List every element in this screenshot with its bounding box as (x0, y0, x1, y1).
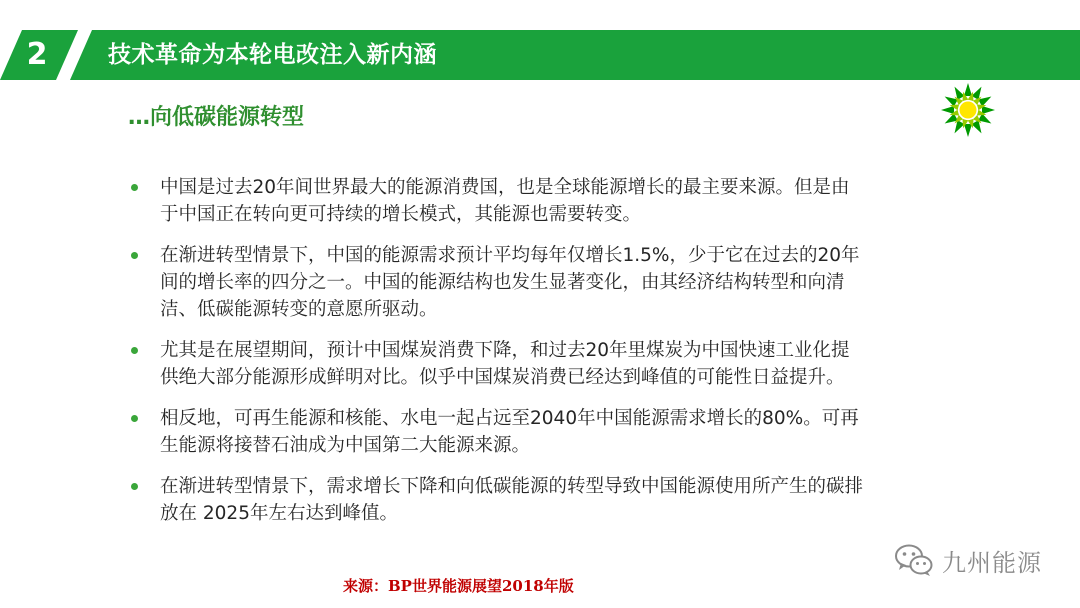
bullet-dot-icon (131, 252, 138, 259)
section-number: 2 (26, 37, 48, 72)
bp-helios-logo-icon (940, 82, 996, 138)
bullet-dot-icon (131, 347, 138, 354)
watermark-text: 九州能源 (942, 548, 1042, 577)
bullet-item (128, 337, 988, 391)
bullet-line: 生能源将接替石油成为中国第二大能源来源。 (160, 435, 531, 456)
bullet-line: 供绝大部分能源形成鲜明对比。似乎中国煤炭消费已经达到峰值的可能性日益提升。 (160, 367, 845, 388)
bullet-line: 在渐进转型情景下，中国的能源需求预计平均每年仅增长1.5%，少于它在过去的20年 (160, 245, 860, 266)
bullet-item (128, 174, 988, 228)
watermark (894, 540, 1042, 580)
source-note: 来源：BP世界能源展望2018年版 (343, 577, 574, 595)
bullet-item (128, 242, 988, 323)
bullet-line: 洁、低碳能源转变的意愿所驱动。 (160, 299, 438, 320)
bullet-dot-icon (131, 184, 138, 191)
bullet-list (128, 174, 988, 541)
bullet-line: 中国是过去20年间世界最大的能源消费国，也是全球能源增长的最主要来源。但是由 (160, 177, 850, 198)
wechat-icon (894, 543, 934, 577)
bullet-line: 间的增长率的四分之一。中国的能源结构也发生显著变化，由其经济结构转型和向清 (160, 272, 845, 293)
bullet-line: 尤其是在展望期间，预计中国煤炭消费下降，和过去20年里煤炭为中国快速工业化提 (160, 340, 850, 361)
bullet-line: 放在 2025年左右达到峰值。 (160, 503, 398, 524)
bullet-line: 在渐进转型情景下，需求增长下降和向低碳能源的转型导致中国能源使用所产生的碳排 (160, 476, 864, 497)
bullet-line: 相反地，可再生能源和核能、水电一起占远至2040年中国能源需求增长的80%。可再 (160, 408, 859, 429)
bullet-item (128, 405, 988, 459)
bullet-line: 于中国正在转向更可持续的增长模式，其能源也需要转变。 (160, 204, 642, 225)
bullet-dot-icon (131, 483, 138, 490)
slide-subtitle: …向低碳能源转型 (128, 105, 305, 130)
slide-title: 技术革命为本轮电改注入新内涵 (108, 42, 437, 68)
bullet-item (128, 473, 988, 527)
bullet-dot-icon (131, 415, 138, 422)
